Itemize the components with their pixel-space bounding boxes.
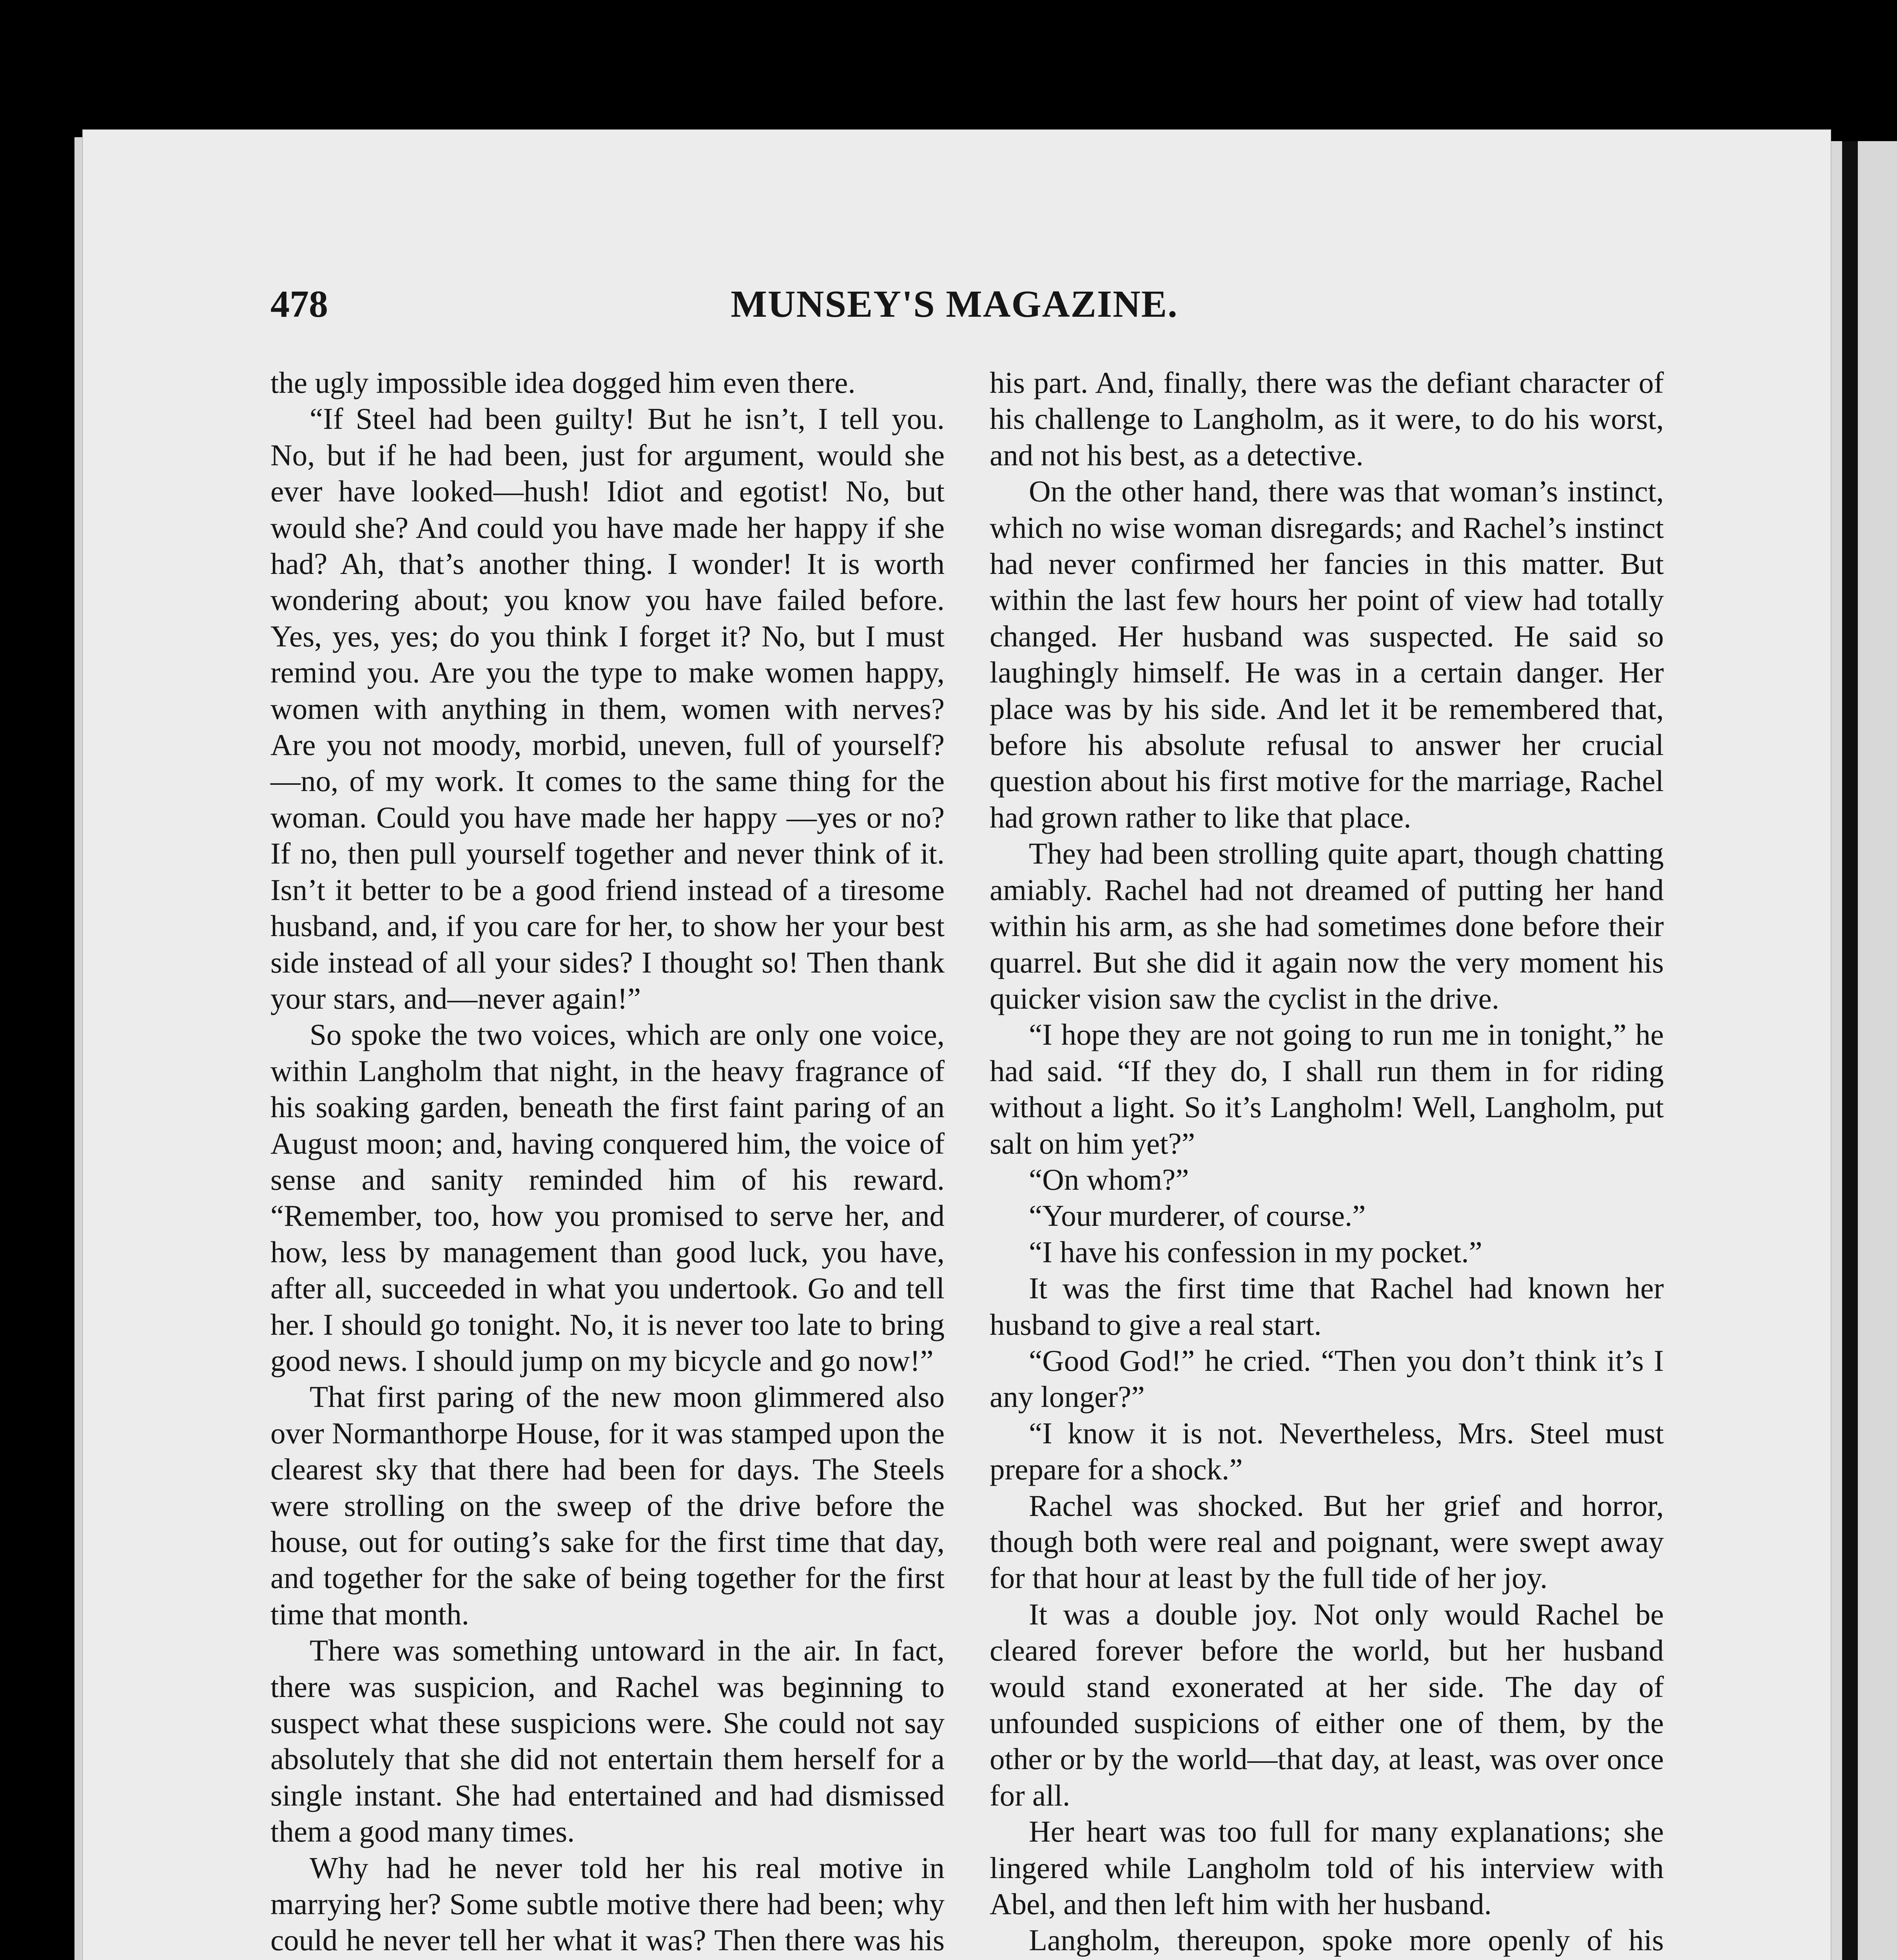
paragraph: Rachel was shocked. But her grief and horror, though both were real and poignant, were swept away for that hour at least by the full tide of her joy. xyxy=(990,1488,1664,1595)
page-number: 478 xyxy=(270,283,328,325)
paragraph: the ugly impossible idea dogged him even there. xyxy=(270,366,856,399)
paragraph: So spoke the two voices, which are only one voice, within Langholm that night, in the heavy fragrance of his soaking garden, beneath the first faint paring of an August moon; and, having conquered him, the voice of sense and sanity reminded him of his reward. “Remember, too, how you promised to serve her, and how, less by management than good luck, you have, after all, succeeded in what you undertook. Go and tell her. I should go tonight. No, it is never too late to bring good news. I should jump on my bicycle and go now!” xyxy=(270,1018,945,1377)
paragraph: his part. And, finally, there was the defiant character of his challenge to Langholm, as it were, to do his worst, and not his best, as a detective. xyxy=(990,366,1664,472)
paragraph: That first paring of the new moon glimmered also over Normanthorpe House, for it was stamped upon the clearest sky that there had been for days. The Steels were strolling on the sweep of the drive before the house, out for outing’s sake for the first time that day, and together for the sake of being together for the first time that month. xyxy=(270,1380,945,1631)
paragraph: Why had he never told her his real motive in marrying her? Some subtle motive there had been; why could he never tell her what it was? Then there was his xyxy=(270,1851,945,1957)
binding-gutter xyxy=(1842,141,1858,1960)
paragraph: It was the first time that Rachel had known her husband to give a real start. xyxy=(990,1271,1664,1341)
right-column xyxy=(990,365,1664,1960)
paragraph: “I know it is not. Nevertheless, Mrs. Steel must prepare for a shock.” xyxy=(990,1416,1664,1486)
running-title: MUNSEY'S MAGAZINE. xyxy=(731,283,1178,325)
paragraph: “Your murderer, of course.” xyxy=(1029,1199,1366,1233)
paragraph: They had been strolling quite apart, though chatting amiably. Rachel had not dreamed of putting her hand within his arm, as she had sometimes done before their quarrel. But she did it again now the very moment his quicker vision saw the cyclist in the drive. xyxy=(990,837,1664,1015)
paragraph: “I hope they are not going to run me in tonight,” he had said. “If they do, I shall run them in for riding without a light. So it’s Langholm! Well, Langholm, put salt on him yet?” xyxy=(990,1018,1664,1160)
paragraph: Her heart was too full for many explanations; she lingered while Langholm told of his interview with Abel, and then left him with her husband. xyxy=(990,1815,1664,1921)
paragraph: “Good God!” he cried. “Then you don’t think it’s I any longer?” xyxy=(990,1343,1664,1414)
paragraph: There was something untoward in the air. In fact, there was suspicion, and Rachel was beginning to suspect what these suspicions were. She could not say absolutely that she did not entertain them herself for a single instant. She had entertained and had dismissed them a good many times. xyxy=(270,1633,945,1849)
paragraph: On the other hand, there was that woman’s instinct, which no wise woman disregards; and Rachel’s instinct had never confirmed her fancies in this matter. But within the last few hours her point of view had totally changed. Her husband was suspected. He said so laughingly himself. He was in a certain danger. Her place was by his side. And let it be remembered that, before his absolute refusal to answer her crucial question about his first motive for the marriage, Rachel had grown rather to like that place. xyxy=(990,474,1664,834)
adjacent-page-edge xyxy=(1826,141,1897,1960)
page-header xyxy=(270,282,1638,329)
paragraph: “I have his confession in my pocket.” xyxy=(1029,1235,1482,1269)
paragraph: “If Steel had been guilty! But he isn’t, I tell you. No, but if he had been, just for argument, would she ever have looked—hush! Idiot and egotist! No, but would she? And could you have made her happy if she had? Ah, that’s another thing. I wonder! It is worth wondering about; you know you have failed before. Yes, yes, yes; do you think I forget it? No, but I must remind you. Are you the type to make women happy, women with anything in them, women with nerves? Are you not moody, morbid, uneven, full of yourself?—no, of my work. It comes to the same thing for the woman. Could you have made her happy —yes or no? If no, then pull yourself together and never think of it. Isn’t it better to be a good friend instead of a tiresome husband, and, if you care for her, to show her your best side instead of all your sides? I thought so! Then thank your stars, and—never again!” xyxy=(270,402,945,1015)
paragraph: “On whom?” xyxy=(1029,1162,1189,1196)
paragraph: It was a double joy. Not only would Rachel be cleared forever before the world, but her husband would stand exonerated at her side. The day of unfounded suspicions of either one of them, by the other or by the world—that day, at least, was over once for all. xyxy=(990,1597,1664,1812)
left-column xyxy=(270,365,945,1960)
paragraph: Langholm, thereupon, spoke more openly of his xyxy=(1029,1923,1664,1957)
